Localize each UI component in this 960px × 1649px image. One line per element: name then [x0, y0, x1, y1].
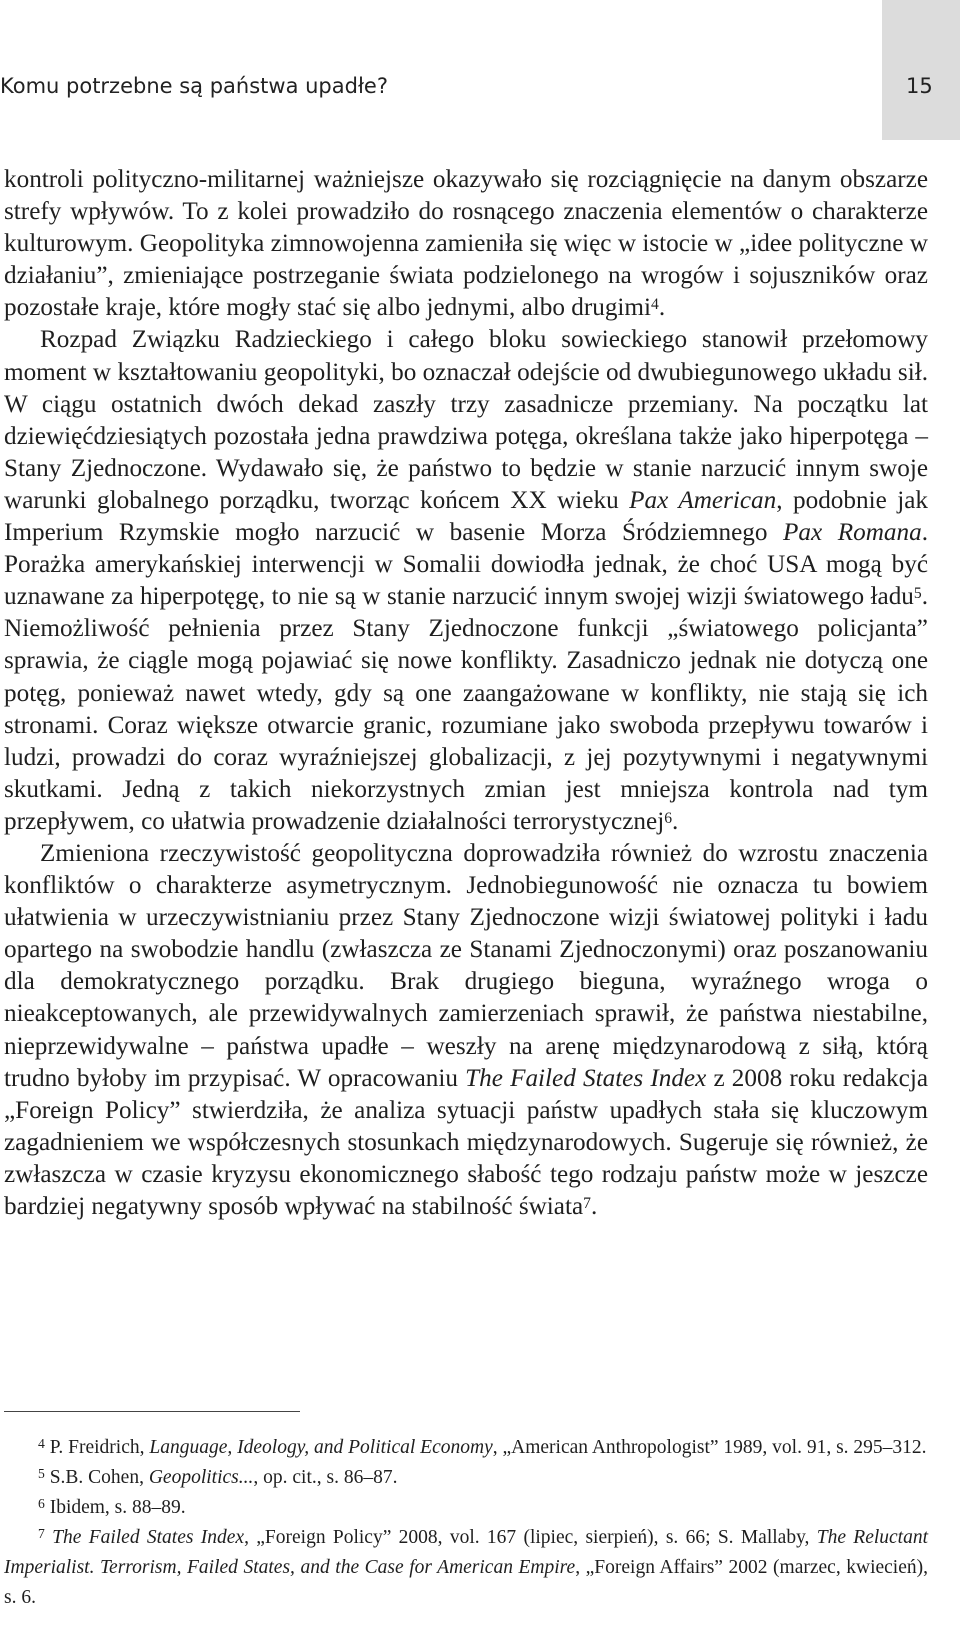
footnote-italic: Geopolitics...	[148, 1467, 254, 1488]
paragraph	[4, 164, 928, 324]
page-number: 15	[906, 74, 933, 98]
paragraph-text: . Porażka amerykańskiej interwencji w Somalii dowiodła jednak, że choć USA mogą być uznawane za hiperpotęgę, to nie są w stanie narzucić innym swojej wizji światowego ładu	[4, 519, 928, 611]
footnote-text: Ibidem, s. 88–89.	[49, 1497, 186, 1518]
paragraph-text: , podobnie jak Imperium Rzymskie mogło narzucić w basenie Morza Śródziemnego	[4, 486, 929, 547]
running-title: Komu potrzebne są państwa upadłe?	[0, 74, 388, 98]
footnote-number: 4	[38, 1435, 45, 1451]
footnote-italic: The Failed States Index	[52, 1527, 245, 1548]
footnote-rule	[4, 1411, 300, 1412]
paragraph	[4, 324, 928, 838]
footnote-number: 7	[38, 1525, 45, 1541]
italic-title: The Failed States Index	[465, 1064, 707, 1092]
italic-term: Pax American	[629, 486, 777, 514]
paragraph-text: .	[658, 294, 666, 322]
footnote-ref[interactable]: 6	[664, 809, 673, 827]
paragraph-text: .	[672, 807, 679, 835]
footnote-text: , „Foreign Policy” 2008, vol. 167 (lipiec, sierpień), s. 66; S. Mallaby,	[244, 1527, 817, 1548]
footnote-italic: Language, Ideology, and Political Economy	[149, 1437, 493, 1458]
footnote-text: , „Foreign Affairs” 2002 (marzec, kwiecień), s. 6.	[4, 1557, 928, 1608]
paragraph-text: Zmieniona rzeczywistość geopolityczna doprowadziła również do wzrostu znaczenia konfliktów o charakterze asymetrycznym. Jednobiegunowość nie oznacza tu bowiem ułatwienia w urzeczywistnianiu przez Stany Zjednoczone wizji światowej polityki i ładu opartego na swobodzie handlu (zwłaszcza ze Stanami Zjednoczonymi) oraz poszanowaniu dla demokratycznego porządku. Brak drugiego bieguna, wyraźnego wroga o nieakceptowanych, ale przewidywalnych zamierzeniach sprawił, że państwa niestabilne, nieprzewidywalne – państwa upadłe – weszły na arenę międzynarodową z siłą, którą trudno byłoby im przypisać. W opracowaniu	[4, 839, 928, 1092]
footnote	[4, 1523, 928, 1613]
footnote-text: , op. cit., s. 86–87.	[253, 1467, 398, 1488]
footnote-text: S.B. Cohen,	[49, 1467, 149, 1488]
footnote-text: , „American Anthropologist” 1989, vol. 91, s. 295–312.	[492, 1437, 927, 1458]
paragraph-text: Rozpad Związku Radzieckiego i całego bloku sowieckiego stanowił przełomowy moment w kształtowaniu geopolityki, bo oznaczał odejście od dwubiegunowego układu sił. W ciągu ostatnich dwóch dekad zaszły trzy zasadnicze przemiany. Na początku lat dziewięćdziesiątych pozostała jedna prawdziwa potęga, określana także jako hiperpotęga – Stany Zjednoczone. Wydawało się, że państwo to będzie w stanie narzucić innym swoje warunki globalnego porządku, tworząc końcem XX wieku	[4, 326, 928, 514]
footnote-text: P. Freidrich,	[49, 1437, 150, 1458]
main-text	[4, 164, 928, 1223]
paragraph-text: kontroli polityczno-militarnej ważniejsze okazywało się rozciągnięcie na danym obszarze strefy wpływów. To z kolei prowadziło do rosnącego znaczenia elementów o charakterze kulturowym. Geopolityka zimnowojenna zamieniła się więc w istocie w „idee polityczne w działaniu”, zmieniające postrzeganie świata podzielonego na wrogów i sojuszników oraz pozostałe kraje, które mogły stać się albo jednymi, albo drugimi	[4, 166, 928, 322]
footnote-ref[interactable]: 5	[913, 585, 922, 603]
footnote	[4, 1493, 928, 1523]
footnote-ref[interactable]: 4	[651, 296, 659, 314]
page-number-tab	[882, 0, 960, 140]
footnote	[4, 1433, 928, 1463]
footnote-number: 5	[38, 1465, 45, 1481]
paragraph	[4, 838, 928, 1223]
italic-term: Pax Romana	[783, 519, 922, 547]
paragraph-text: z 2008 roku redakcja „Foreign Policy” stwierdziła, że analiza sytuacji państw upadłych stała się kluczowym zagadnieniem we współczesnych stosunkach międzynarodowych. Sugeruje się również, że zwłaszcza w czasie kryzysu ekonomicznego słabość tego rodzaju państw może w jeszcze bardziej negatywny sposób wpływać na stabilność świata	[4, 1064, 928, 1220]
footnote-italic: The Reluctant Imperialist. Terrorism, Failed States, and the Case for American Empire	[4, 1527, 929, 1578]
paragraph-text: . Niemożliwość pełnienia przez Stany Zjednoczone funkcji „światowego policjanta” sprawia, że ciągle mogą pojawiać się nowe konflikty. Zasadniczo jednak nie dotyczą one potęg, ponieważ nawet wtedy, gdy są one zaangażowane w konflikty, nie stają się ich stronami. Coraz większe otwarcie granic, rozumiane jako swoboda przepływu towarów i ludzi, prowadzi do coraz wyraźniejszej globalizacji, z jej pozytywnymi i negatywnymi skutkami. Jedną z takich niekorzystnych zmian jest mniejsza kontrola nad tym przepływem, co ułatwia prowadzenie działalności terrorystycznej	[4, 583, 928, 835]
footnote-number: 6	[38, 1495, 45, 1511]
footnote-ref[interactable]: 7	[583, 1195, 591, 1213]
footnote	[4, 1463, 928, 1493]
footnotes	[4, 1433, 928, 1613]
paragraph-text: .	[590, 1193, 598, 1220]
